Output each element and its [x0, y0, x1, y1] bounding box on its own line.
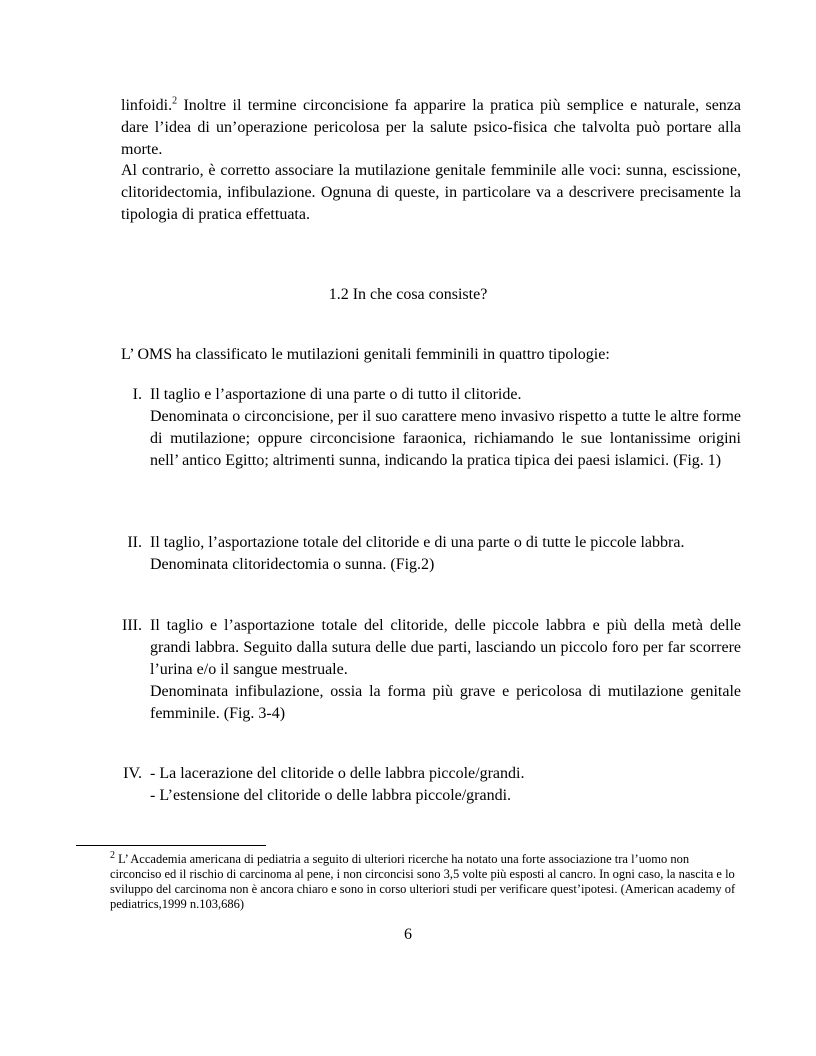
- section-title: 1.2 In che cosa consiste?: [328, 286, 488, 303]
- footnote: [110, 849, 740, 912]
- list-item-number: I.: [132, 386, 142, 403]
- list-item-denomination: Denominata infibulazione, ossia la forma più grave e pericolosa di mutilazione genitale femminile. (Fig. 3-4): [150, 683, 741, 722]
- list-item-body: [150, 763, 741, 807]
- list-item-number: IV.: [123, 765, 142, 782]
- footnote-text: L’ Accademia americana di pediatria a seguito di ulteriori ricerche ha notato una forte associazione tra l’uomo non circonciso ed il rischio di carcinoma al pene, i non circoncisi sono 3,5 volte più esposti al cancro. In ogni caso, la nascita e lo sviluppo del carcinoma non è ancora chiaro e sono in corso ulteriori studi per verificare quest’ipotesi. (American academy of pediatrics,1999 n.103,686): [110, 852, 736, 911]
- list-item-body: [150, 384, 741, 472]
- list-item-body: [150, 532, 741, 576]
- list-item-denomination: Denominata clitoridectomia o sunna. (Fig.2): [150, 556, 435, 573]
- paragraph-text-rest: Inoltre il termine circoncisione fa apparire la pratica più semplice e naturale, senza dare l’idea di un’operazione pericolosa per la salute psico-fisica che talvolta può portare alla morte.: [121, 97, 741, 158]
- list-item-description: Il taglio e l’asportazione di una parte o di tutto il clitoride.: [150, 386, 522, 403]
- list-item-number: II.: [127, 534, 142, 551]
- section-intro: L’ OMS ha classificato le mutilazioni genitali femminili in quattro tipologie:: [121, 346, 610, 363]
- paragraph-text-start: linfoidi.: [121, 97, 173, 114]
- list-item-description-2: - L’estensione del clitoride o delle labbra piccole/grandi.: [150, 787, 512, 804]
- list-item-body: [150, 615, 741, 725]
- list-item-denomination: Denominata o circoncisione, per il suo carattere meno invasivo rispetto a tutte le altre forme di mutilazione; oppure circoncisione faraonica, richiamando le sue lontanissime origini nell’ antico Egitto; altrimenti sunna, indicando la pratica tipica dei paesi islamici. (Fig. 1): [150, 408, 741, 469]
- paragraph-circumcision-term: [121, 95, 741, 161]
- list-item-description: Il taglio e l’asportazione totale del clitoride, delle piccole labbra e più della metà delle grandi labbra. Seguito dalla sutura delle due parti, lasciando un piccolo foro per far scorrere l’urina e/o il sangue mestruale.: [150, 617, 741, 678]
- footnote-reference: 2: [172, 95, 178, 107]
- footnote-divider: [76, 845, 266, 846]
- footnote-marker: 2: [110, 849, 115, 861]
- list-item-description: Il taglio, l’asportazione totale del clitoride e di una parte o di tutte le piccole labbra.: [150, 534, 685, 551]
- list-item-number: III.: [122, 617, 142, 634]
- page-number: 6: [404, 926, 412, 943]
- list-item-description: - La lacerazione del clitoride o delle labbra piccole/grandi.: [150, 765, 525, 782]
- paragraph-correct-terms: Al contrario, è corretto associare la mutilazione genitale femminile alle voci: sunna, escissione, clitoridectomia, infibulazione. Ognuna di queste, in particolare va a descrivere precisamente la tipologia di pratica effettuata.: [121, 162, 741, 223]
